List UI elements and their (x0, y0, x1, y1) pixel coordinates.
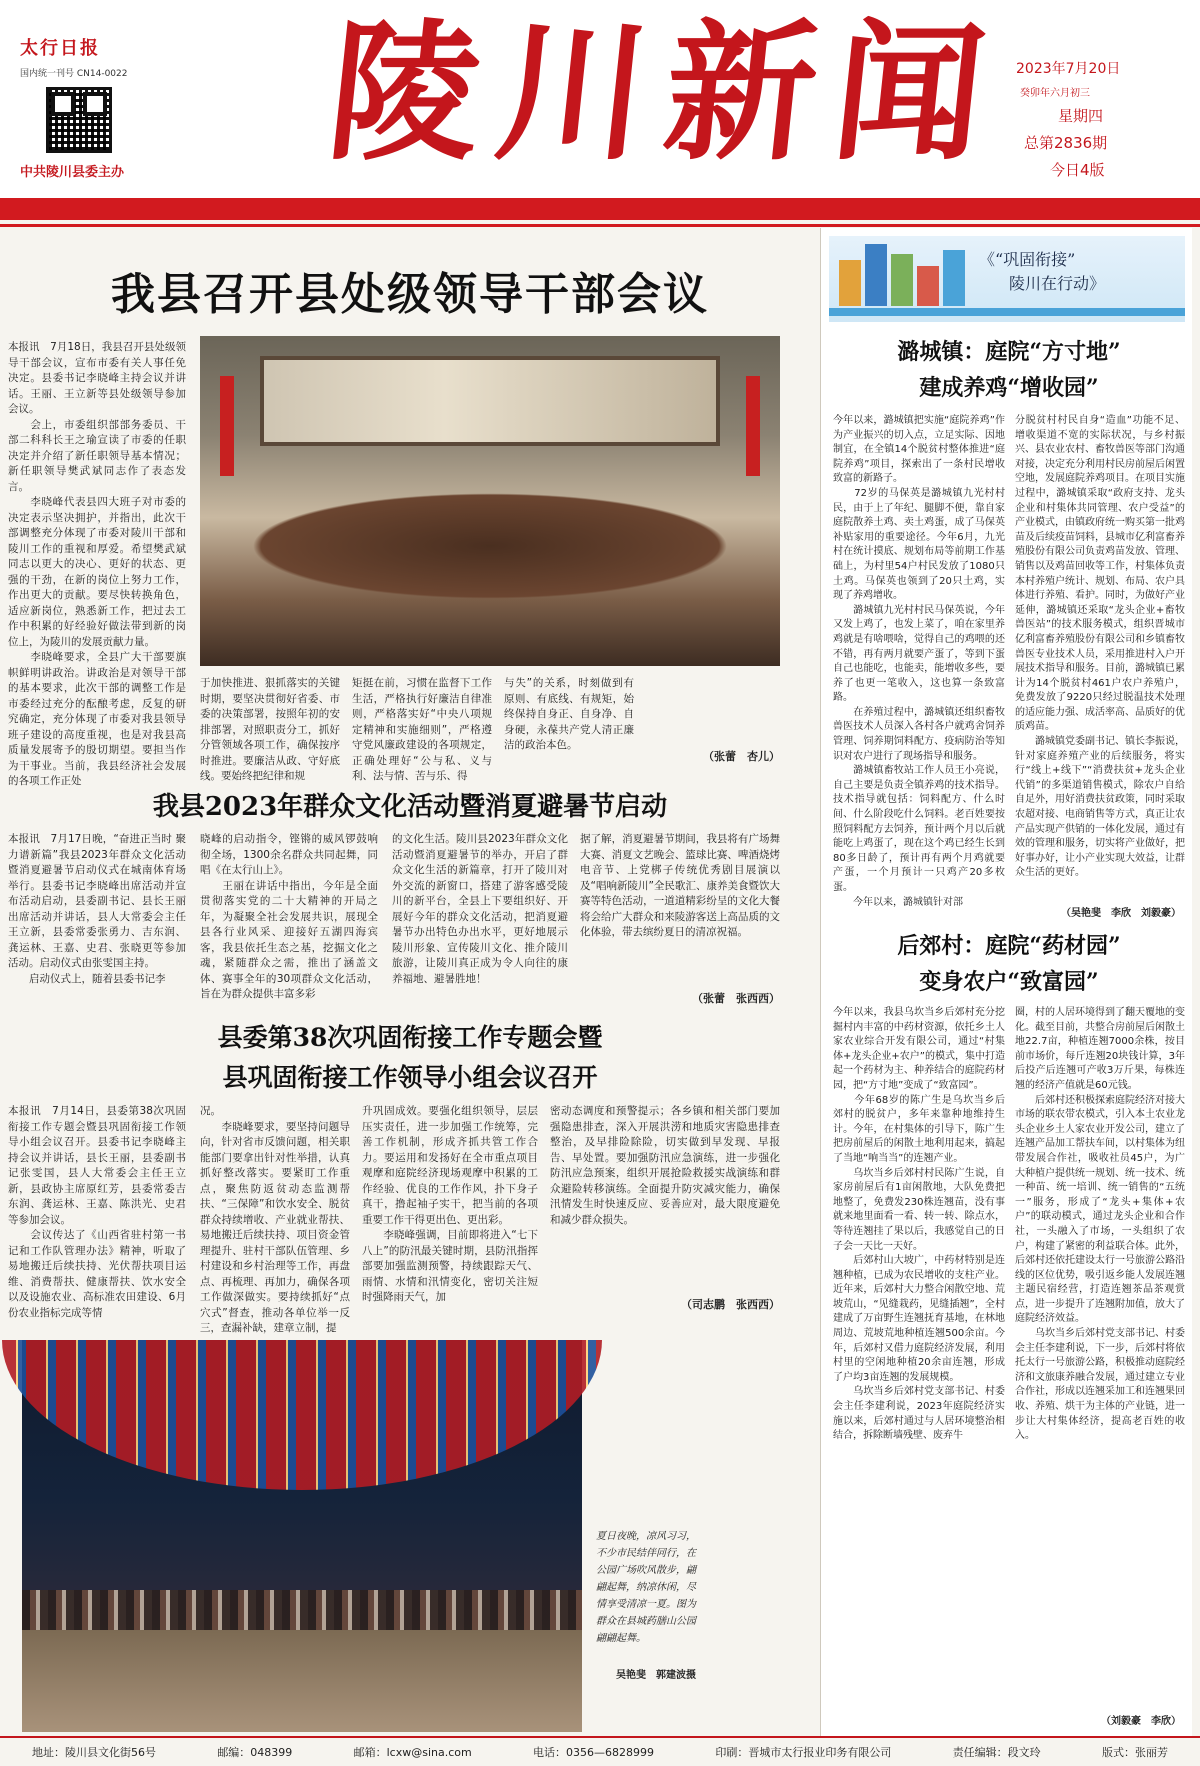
column-banner (829, 236, 1185, 322)
article2-byline: （张蕾 张西西） (692, 992, 780, 1005)
article1-col1: 本报讯 7月18日，我县召开县处级领导干部会议，宣布市委有关人事任免决定。县委书记李晓峰主持会议并讲话。王丽、王立新等县处级领导参加会议。 会上，市委组织部部务委员、干部二科科长王之瑜宣读了市委的任职决定并介绍了新任职领导基本情况；新任职领导樊武斌同志作了表态发言。 李晓峰代表县四大班子对市委的决定表示坚决拥护，并指出，此次干部调整充分体现了市委对陵川干部和陵川工作的重视和厚爱。希望樊武斌同志以更大的决心、更好的状态、更强的干劲，在新的岗位上努力工作，作出更大的贡献。要尽快转换角色，适应新岗位，熟悉新工作，把过去工作中积累的好经验好做法带到新的岗位上，为陵川的发展贡献力量。 李晓峰要求，全县广大干部要旗帜鲜明讲政治。讲政治是对领导干部的基本要求，此次干部的调整工作是市委经过充分的酝酿考虑，反复的研究确定，充分体现了市委对我县领导班子建设的高度重视，也是对我县高质量发展寄予的殷切期望。要担当作为干事业。当前，我县经济社会发展的各项工作正处 (8, 341, 186, 787)
article3-headline (0, 1018, 820, 1098)
weekday: 星期四 (1058, 107, 1104, 125)
article2-headline: 我县2023年群众文化活动暨消夏避暑节启动 (152, 792, 668, 822)
article3-col1: 本报讯 7月14日，县委第38次巩固衔接工作专题会暨县巩固衔接工作领导小组会议召开。县委书记李晓峰主持会议并讲话，县长王丽，县委副书记张雯国，县人大常委会主任王立新，县政协主席原红芳，县委常委吉东润、龚运林、王嘉、陈洪光、史君等参加会议。 会议传达了《山西省驻村第一书记和工作队管理办法》精神，听取了易地搬迁后续扶持、光伏帮扶项目运维、消费帮扶、健康帮扶、饮水安全以及设施农业、高标准农田建设、6月份农业指标完成等情 (8, 1105, 186, 1319)
article3-col4: 密动态调度和预警提示；各乡镇和相关部门要加强隐患排查，深入开展洪涝和地质灾害隐患排查整治，及早排险除险，切实做到早发现、早报告、早处置。要加强防汛应急演练，进一步强化防汛应急预案，组织开展抢险救援实战演练和群众避险转移演练。全面提升防灾减灾能力，确保汛情发生时快速反应、妥善应对，最大限度避免和减少群众损失。 (550, 1105, 780, 1226)
footer-designer: 版式：张丽芳 (1101, 1746, 1168, 1759)
banner-building (865, 244, 887, 306)
article3-col3: 升巩固成效。要强化组织领导，层层压实责任，进一步加强工作统筹，完善工作机制，形成齐抓共管工作合力。要运用和发扬好在全市重点项目观摩和庭院经济现场观摩中积累的工作经验、优良的工作作风，扑下身子真干，撸起袖子实干，把当前的各项重要工作干得更出色、更出彩。 李晓峰强调，目前即将进入“七下八上”的防汛最关键时期，县防汛指挥部要加强监测预警，持续跟踪天气、雨情、水情和汛情变化，密切关注短时强降雨天气，加 (362, 1105, 538, 1303)
photo-caption-text: 夏日夜晚，凉风习习，不少市民结伴同行，在公园广场吹风散步，翩翩起舞，纳凉休闲，尽情享受清凉一夏。图为群众在县城药膳山公园翩翩起舞。 (596, 1531, 696, 1644)
issue-info (1010, 58, 1180, 180)
flag-right (746, 376, 760, 476)
column-title-line2: 陵川在行动》 (1009, 274, 1106, 293)
article3-col2: 况。 李晓峰要求，要坚持问题导向，针对省市反馈问题，相关职能部门要拿出针对性举措，认真抓好整改落实。要紧盯工作重点，聚焦防返贫动态监测帮扶、“三保障”和饮水安全、脱贫群众持续增收、产业就业帮扶、易地搬迁后续扶持、项目资金管理提升、驻村干部队伍管理、乡村建设和乡村治理等工作，再盘点、再梳理、再加力，确保各项工作做深做实。要持续抓好“点穴式”督查，推动各单位举一反三，查漏补缺，建章立制，提 (200, 1105, 350, 1334)
footer-phone: 电话：0356—6828999 (533, 1746, 655, 1759)
newspaper-title: 陵川新闻 (320, 5, 1012, 181)
article2-col1: 本报讯 7月17日晚，“奋进正当时 聚力谱新篇”我县2023年群众文化活动暨消夏避暑节启动仪式在城南体育场举行。县委书记李晓峰出席活动并宣布活动启动，县委副书记、县长王丽出席活动并讲话，县人大常委会主任王立新，县委常委张勇力、吉东润、龚运林、王嘉、史君、张晓更等参加活动。启动仪式由张雯国主持。 启动仪式上，随着县委书记李 (8, 833, 186, 985)
flag-left (220, 376, 234, 476)
footer-printer: 印刷：晋城市太行报业印务有限公司 (715, 1746, 892, 1759)
masthead-thin-rule (0, 224, 1200, 227)
masthead-left (20, 34, 160, 180)
article1-col4: 与失”的关系，时刻做到有原则、有底线、有规矩，始终保持自身正、自身净、自身硬，永葆共产党人清正廉洁的政治本色。 (504, 677, 634, 751)
meeting-photo (200, 336, 780, 666)
article3-headline-line1: 县委第38次巩固衔接工作专题会暨 (217, 1023, 603, 1052)
column-title-line1: 《“巩固衔接” (979, 250, 1076, 269)
story1-headline-line2: 建成养鸡“增收园” (919, 375, 1099, 401)
article1-headline: 我县召开县处级领导干部会议 (111, 269, 709, 320)
footer-postcode: 邮编：048399 (217, 1746, 293, 1759)
parent-paper-logo: 太行日报 (20, 38, 100, 59)
story1-col2: 分脱贫村村民自身“造血”功能不足、增收渠道不宽的实际状况，与乡村振兴、县农业农村、畜牧兽医等部门沟通对接，决定充分利用村民房前屋后闲置空地，发展庭院养鸡项目。在项目实施过程中，潞城镇采取“政府支持、龙头企业和村集体共同管理、农户受益”的产业模式，由镇政府统一购买第一批鸡苗及后续疫苗饲料，县城市亿利富畜养殖股份有限公司负责鸡苗发放、管理、销售以及鸡苗回收等工作，村集体负责本村养殖户统计、规划、布局、农户具体进行养殖、看护。同时，为做好产业延伸，潞城镇还采取“龙头企业+畜牧兽医站”的技术服务模式，组织晋城市亿利富畜养殖股份有限公司和乡镇畜牧兽医专业技术人员，采用推进村入户开展技术指导和服务。目前，潞城镇已累计为14个脱贫村461户农户养殖户，免费发放了9220只经过脱温技术处理的适应能力强、成活率高、品质好的优质鸡苗。 潞城镇党委副书记、镇长李振说，针对家庭养殖产业的后续服务，将实行“线上+线下”“消费扶贫+龙头企业代销”的多渠道销售模式，除农户自给自足外，用好消费扶贫政策，同时采取农超对接、电商销售等方式，真正让农产品实现产供销的一体化发展，通过有效的管理和服务，切实将产业做好，把好事办好，让小产业实现大效益，让群众生活的更好。 (1015, 415, 1185, 879)
issue-date: 2023年7月20日 (1016, 61, 1121, 77)
story1-headline (841, 334, 1177, 406)
column-title (979, 248, 1105, 296)
sidebar-special-column (820, 228, 1192, 1736)
banner-building (917, 266, 939, 306)
issue-number: 总第2836期 (1024, 134, 1108, 152)
story2-headline-line1: 后郊村：庭院“药材园” (897, 933, 1121, 959)
qr-code-icon (46, 87, 112, 153)
banner-building (839, 260, 861, 306)
article3-byline: （司志鹏 张西西） (681, 1298, 780, 1311)
pavilion-roof (2, 1340, 602, 1490)
masthead (0, 0, 1200, 198)
page-count: 今日4版 (1050, 161, 1105, 179)
story1-headline-line1: 潞城镇：庭院“方寸地” (897, 339, 1121, 365)
story1-col1: 今年以来，潞城镇把实施“庭院养鸡”作为产业振兴的切入点，立足实际、因地制宜，在全镇14个脱贫村整体推进“庭院养鸡”项目，探索出了一条村民增收致富的新路子。 72岁的马保英是潞城镇九光村村民，由于上了年纪、腿脚不便，靠自家庭院散养土鸡、卖土鸡蛋，成了马保英补贴家用的重要途径。今年6月，九光村在统计摸底、规划布局等前期工作基础上，为村里54户村民发放了1080只土鸡。马保英也领到了20只土鸡，实现了养鸡增收。 潞城镇九光村村民马保英说，今年又发上鸡了，也发上菜了，咱在家里养鸡就是有啥喂啥，觉得自己的鸡喂的还不错，再有两月就要产蛋了，等到下蛋自己也能吃，也能卖，能增收多些，要养了也更一笔收入，这也算一条致富路。 在养殖过程中，潞城镇还组织畜牧兽医技术人员深入各村各户就鸡舍饲养管理、饲养期饲料配方、疫病防治等知识对农户进行了现场指导和服务。 潞城镇畜牧站工作人员王小亮说，自己主要是负责全镇养鸡的技术指导。技术指导就包括：饲料配方、什么时间、什么阶段吃什么饲料。老百姓要按照饲料配方去饲养，预计两个月以后就能吃上鸡蛋了，现在这个鸡已经生长到80多日龄了，预计再有两个月鸡就要产蛋，一个月预计一只鸡产20多枚蛋。 今年以来，潞城镇针对部 (833, 415, 1005, 908)
story1-byline: （吴艳斐 李欣 刘毅豪） (1061, 908, 1181, 919)
article2-col2: 晓峰的启动指令，铿锵的威风锣鼓响彻全场，1300余名群众共同起舞，同唱《在太行山上》。 王丽在讲话中指出，今年是全面贯彻落实党的二十大精神的开局之年，为凝聚全社会发展共识，展现全县各行业风采、迎接好五湖四海宾客，我县依托生态之基，挖掘文化之魂，紧随群众之需，推出了涵盖文体、赛事全年的30项群众文化活动，旨在为群众提供丰富多彩 (200, 833, 378, 1000)
page-footer (0, 1736, 1200, 1766)
banner-building (891, 254, 913, 306)
story2-headline (841, 928, 1177, 1000)
article2-col4: 据了解，消夏避暑节期间，我县将有广场舞大赛、消夏文艺晚会、篮球比赛、啤酒烧烤电音节、上党梆子传统优秀剧目展演以及“唱响新陵川”全民歌汇、康养美食暨饮大赛等特色活动，一道道精彩纷呈的文化大餐将会给广大群众和来陵游客送上高品质的文化体验，带去缤纷夏日的清凉祝福。 (580, 833, 780, 938)
photo-caption (596, 1528, 696, 1684)
wall-painting (260, 356, 720, 446)
story2-byline: （刘毅豪 李欣） (1101, 1716, 1181, 1727)
night-dance-photo (22, 1340, 582, 1732)
article2-col3: 的文化生活。陵川县2023年群众文化活动暨消夏避暑节的举办，开启了群众文化生活的新篇章，打开了陵川对外交流的新窗口，搭建了游客感受陵川的新平台，全县上下要组织好、开展好今年的群众文化活动，把消夏避暑节办出特色办出水平，更好地展示陵川形象、宣传陵川文化、推介陵川旅游，让陵川真正成为令人向往的康养福地、避暑胜地！ (392, 833, 568, 985)
conference-table (220, 486, 760, 606)
article1-col2: 于加快推进、狠抓落实的关键时期，要坚决贯彻好省委、市委的决策部署，按照年初的安排部署，对照职责分工，抓好分管领域各项工作，确保按序时推进。要廉洁从政、守好底线。要始终把纪律和规 (200, 677, 340, 782)
footer-address: 地址：陵川县文化街56号 (32, 1746, 156, 1759)
footer-editor: 责任编辑：段文玲 (952, 1746, 1041, 1759)
banner-building (943, 250, 965, 306)
banner-track (829, 308, 1185, 316)
article3-headline-line2: 县巩固衔接工作领导小组会议召开 (222, 1063, 598, 1092)
plaza-ground (22, 1630, 582, 1732)
story2-col1: 今年以来，我县乌坎当乡后郊村充分挖掘村内丰富的中药材资源，依托乡土人家农业综合开发有限公司，通过“村集体+龙头企业+农户”的模式，集中打造起一个药材为主、种养结合的庭院药材园，把“方寸地”变成了“致富园”。 今年68岁的陈广生是乌坎当乡后郊村的脱贫户，多年来靠种地维持生计。今年，在村集体的引导下，陈广生把房前屋后的闲散土地利用起来，搞起了当地“响当当”的连翘产业。 乌坎当乡后郊村村民陈广生说，自家房前屋后有1亩闲散地，大队免费把地整了，免费发230株连翘苗，没有事就来地里面看一看、转一转、除点水，等待连翘挂了果以后，我感觉自己的日子会一天比一天好。 后郊村山大坡广，中药材特别是连翘种植，已成为农民增收的支柱产业。近年来，后郊村大力整合闲散空地、荒坡荒山，“见缝栽药，见缝插翘”，全村建成了万亩野生连翘抚育基地，在林地周边、荒坡荒地种植连翘500余亩。今年，后郊村又借力庭院经济发展，利用村里的空闲地种植20余亩连翘，形成了户均3亩连翘的发展规模。 乌坎当乡后郊村党支部书记、村委会主任李建利说，2023年庭院经济实施以来，后郊村通过与人居环境整治相结合，拆除断墙残壁、废弃牛 (833, 1007, 1005, 1442)
article1-col3: 矩挺在前，习惯在监督下工作生活，严格执行好廉洁自律准则，严格落实好“中央八项规定精神和实施细则”，严格遵守党风廉政建设的各项规定，正确处理好“公与私、义与利、法与情、苦与乐、得 (352, 677, 492, 782)
article1-byline: （张蕾 杏儿） (703, 750, 780, 763)
lunar-date: 癸卯年六月初三 (1020, 88, 1090, 99)
story2-headline-line2: 变身农户“致富园” (919, 969, 1099, 995)
organizer: 中共陵川县委主办 (20, 165, 125, 180)
masthead-red-bar (0, 198, 1200, 220)
story2-col2: 圈，村的人居环境得到了翻天覆地的变化。截至目前，共整合房前屋后闲散土地22.7亩，种植连翘7000余株，按目前市场价，每斤连翘20块钱计算，3年后投产后连翘可产收3万斤果，每株连翘的经济产值就是60元钱。 后郊村还积极探索庭院经济对接大市场的联农带农模式，引入本土农业龙头企业乡土人家农业开发公司，建立了连翘产品加工帮扶车间，以村集体为纽带发展合作社，吸收社员45户，为广大种植户提供统一规划、统一技术、统一种苗、统一培训、统一销售的“五统一”服务，形成了“龙头+集体+农户”的联动模式，通过龙头企业和合作社，一头融入了市场，一头组织了农户，构建了紧密的利益联合体。此外，后郊村还依托建设太行一号旅游公路沿线的区位优势，吸引返乡能人发展连翘主题民宿经营，打造连翘茶品茶观赏点，进一步提升了连翘附加值，放大了庭院经济效益。 乌坎当乡后郊村党支部书记、村委会主任李建利说，下一步，后郊村将依托太行一号旅游公路，积极推动庭院经济和文旅康养融合发展，通过建立专业合作社，形成以连翘采加工和连翘果回收、养殖、烘干为主体的产业链，进一步让大村集体经济，提高老百姓的收入。 (1015, 1007, 1185, 1442)
footer-email: 邮箱：lcxw@sina.com (353, 1746, 472, 1759)
publication-number: 国内统一刊号 CN14-0022 (20, 69, 128, 79)
photo-caption-byline: 吴艳斐 郭建波摄 (616, 1670, 696, 1681)
